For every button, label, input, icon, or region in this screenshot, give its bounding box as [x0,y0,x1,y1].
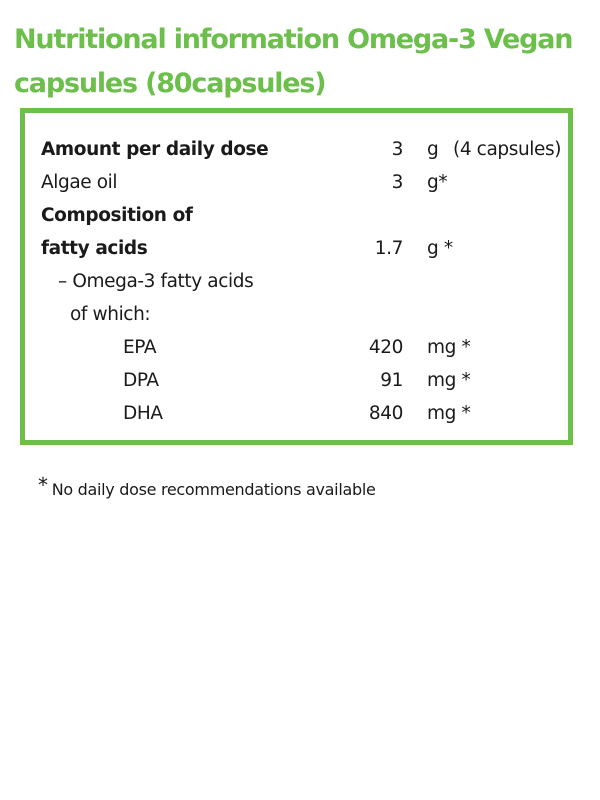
row-amount: 3 [391,172,403,193]
row-unit: mg * [427,337,471,358]
row-label: – Omega-3 fatty acids [58,271,254,292]
row-label: Algae oil [41,172,118,193]
footnote [38,470,376,505]
footnote-text: No daily dose recommendations available [51,480,376,499]
table-row-dpa [25,364,568,397]
table-row-omega3 [25,265,568,298]
row-amount: 420 [368,337,403,358]
row-unit: g * [427,238,453,259]
row-label: Composition of [41,205,193,226]
row-unit: g [427,139,439,160]
page-title: Nutritional information Omega-3 Vegan capsules (80capsules) [14,24,573,99]
row-label: DPA [123,370,159,391]
row-unit: mg * [427,370,471,391]
table-row-composition-heading [25,199,568,232]
row-amount: 840 [368,403,403,424]
row-amount: 3 [391,139,403,160]
row-amount: 1.7 [374,238,403,259]
table-row-dha [25,397,568,430]
row-label: EPA [123,337,157,358]
row-unit: g* [427,172,448,193]
table-row-amount-per-daily-dose [25,133,568,166]
row-note: (4 capsules) [453,139,562,160]
row-label: DHA [123,403,163,424]
row-label: of which: [70,304,151,325]
row-unit: mg * [427,403,471,424]
table-row-fatty-acids [25,232,568,265]
footnote-asterisk: * [38,473,48,497]
table-row-algae-oil [25,166,568,199]
row-label: Amount per daily dose [41,139,269,160]
table-row-epa [25,331,568,364]
row-label: fatty acids [41,238,148,259]
row-amount: 91 [380,370,403,391]
nutrition-table [20,108,573,445]
table-row-of-which [25,298,568,331]
